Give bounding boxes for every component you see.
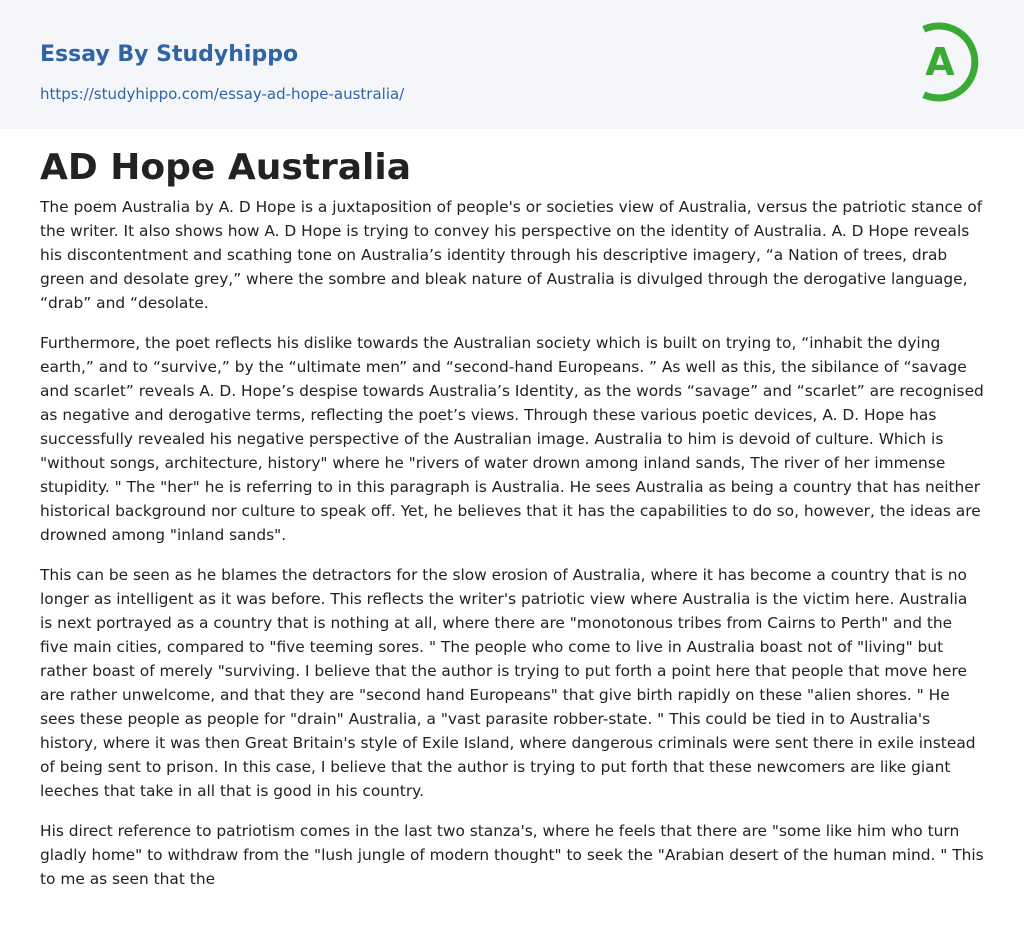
article-paragraph: Furthermore, the poet reflects his dislike towards the Australian society which is built on trying to, “inhabit the dying earth,” and to “survive,” by the “ultimate men” and “second-hand Europeans. ” As well as this, the sibilance of “savage and scarlet” reveals A. D. Hope’s despise towards Australia’s Identity, as the words “savage” and “scarlet” are recognised as negative and derogative terms, reflecting the poet’s views. Through these various poetic devices, A. D. Hope has successfully revealed his negative perspective of the Australian image. Australia to him is devoid of culture. Which is "without songs, architecture, history" where he "rivers of water drown among inland sands, The river of her immense stupidity. " The "her" he is referring to in this paragraph is Australia. He sees Australia as being a country that has neither historical background nor culture to speak off. Yet, he believes that it has the capabilities to do so, however, the ideas are drowned among "inland sands". xyxy=(40,334,984,544)
site-header xyxy=(0,0,1024,129)
article-paragraph: His direct reference to patriotism comes in the last two stanza's, where he feels that there are "some like him who turn gladly home" to withdraw from the "lush jungle of modern thought" to seek the "Arabian desert of the human mind. " This to me as seen that the xyxy=(40,822,984,888)
article xyxy=(40,147,984,907)
brand-title[interactable]: Essay By Studyhippo xyxy=(40,42,299,67)
article-paragraph: This can be seen as he blames the detractors for the slow erosion of Australia, where it has become a country that is no longer as intelligent as it was before. This reflects the writer's patriotic view where Australia is the victim here. Australia is next portrayed as a country that is nothing at all, where there are "monotonous tribes from Cairns to Perth" and the five main cities, compared to "five teeming sores. " The people who come to live in Australia boast not of "living" but rather boast of merely "surviving. I believe that the author is trying to put forth a point here that people that move here are rather unwelcome, and that they are "second hand Europeans" that give birth rapidly on these "alien shores. " He sees these people as people for "drain" Australia, a "vast parasite robber-state. " This could be tied in to Australia's history, where it was then Great Britain's style of Exile Island, where dangerous criminals were sent there in exile instead of being sent to prison. In this case, I believe that the author is trying to put forth that these newcomers are like giant leeches that take in all that is good in his country. xyxy=(40,566,976,800)
article-paragraph: The poem Australia by A. D Hope is a juxtaposition of people's or societies view of Australia, versus the patriotic stance of the writer. It also shows how A. D Hope is trying to convey his perspective on the identity of Australia. A. D Hope reveals his discontentment and scathing tone on Australia’s identity through his descriptive imagery, “a Nation of trees, drab green and desolate grey,” where the sombre and bleak nature of Australia is divulged through the derogative language, “drab” and “desolate. xyxy=(40,198,983,312)
source-url-link[interactable]: https://studyhippo.com/essay-ad-hope-australia/ xyxy=(40,85,405,103)
logo-letter: A xyxy=(925,40,955,84)
page-title: AD Hope Australia xyxy=(40,147,412,188)
studyhippo-logo-icon[interactable] xyxy=(912,19,986,105)
